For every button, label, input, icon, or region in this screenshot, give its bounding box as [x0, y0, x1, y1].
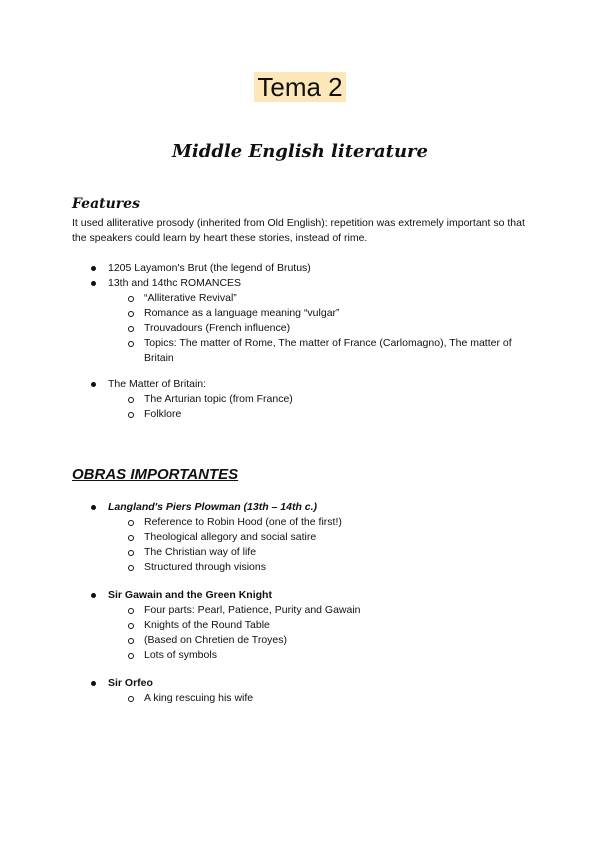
sub-list-item: Trouvadours (French influence): [72, 321, 542, 336]
sub-list-item: Romance as a language meaning “vulgar”: [72, 306, 542, 321]
sub-list-item: Folklore: [72, 407, 542, 422]
title-wrap: [0, 72, 600, 102]
features-list: [72, 261, 542, 366]
work-sir-orfeo: [72, 676, 542, 706]
sub-list-item: Four parts: Pearl, Patience, Purity and Gawain: [72, 603, 542, 618]
sub-list-item: The Arturian topic (from France): [72, 392, 542, 407]
features-intro: It used alliterative prosody (inherited from Old English): repetition was extremely important so that the speakers could learn by heart these stories, instead of rime.: [72, 217, 525, 244]
subtitle: Middle English literature: [172, 141, 428, 162]
sub-list-item: Lots of symbols: [72, 648, 542, 663]
work-title: Sir Gawain and the Green Knight: [72, 588, 542, 603]
work-title: Sir Orfeo: [72, 676, 542, 691]
work-title: Langland's Piers Plowman (13th – 14th c.): [72, 500, 542, 515]
work-sir-gawain: [72, 588, 542, 663]
sub-list-item: Knights of the Round Table: [72, 618, 542, 633]
features-heading: Features: [72, 196, 140, 212]
list-item: The Matter of Britain:: [72, 377, 542, 392]
work-piers-plowman: [72, 500, 542, 575]
sub-list-item: (Based on Chretien de Troyes): [72, 633, 542, 648]
list-item: 1205 Layamon's Brut (the legend of Brutus): [72, 261, 542, 276]
sub-list-item: Structured through visions: [72, 560, 542, 575]
sub-list-item: Theological allegory and social satire: [72, 530, 542, 545]
sub-list-item: Reference to Robin Hood (one of the first!): [72, 515, 542, 530]
sub-list-item: The Christian way of life: [72, 545, 542, 560]
sub-list-item: “Alliterative Revival”: [72, 291, 542, 306]
list-item: 13th and 14thc ROMANCES: [72, 276, 542, 291]
page-title: Tema 2: [254, 72, 345, 102]
sub-list-item: A king rescuing his wife: [72, 691, 542, 706]
matter-of-britain-list: [72, 377, 542, 422]
obras-heading: OBRAS IMPORTANTES: [72, 466, 239, 483]
sub-list-item: Topics: The matter of Rome, The matter of France (Carlomagno), The matter of Britain: [72, 336, 530, 366]
